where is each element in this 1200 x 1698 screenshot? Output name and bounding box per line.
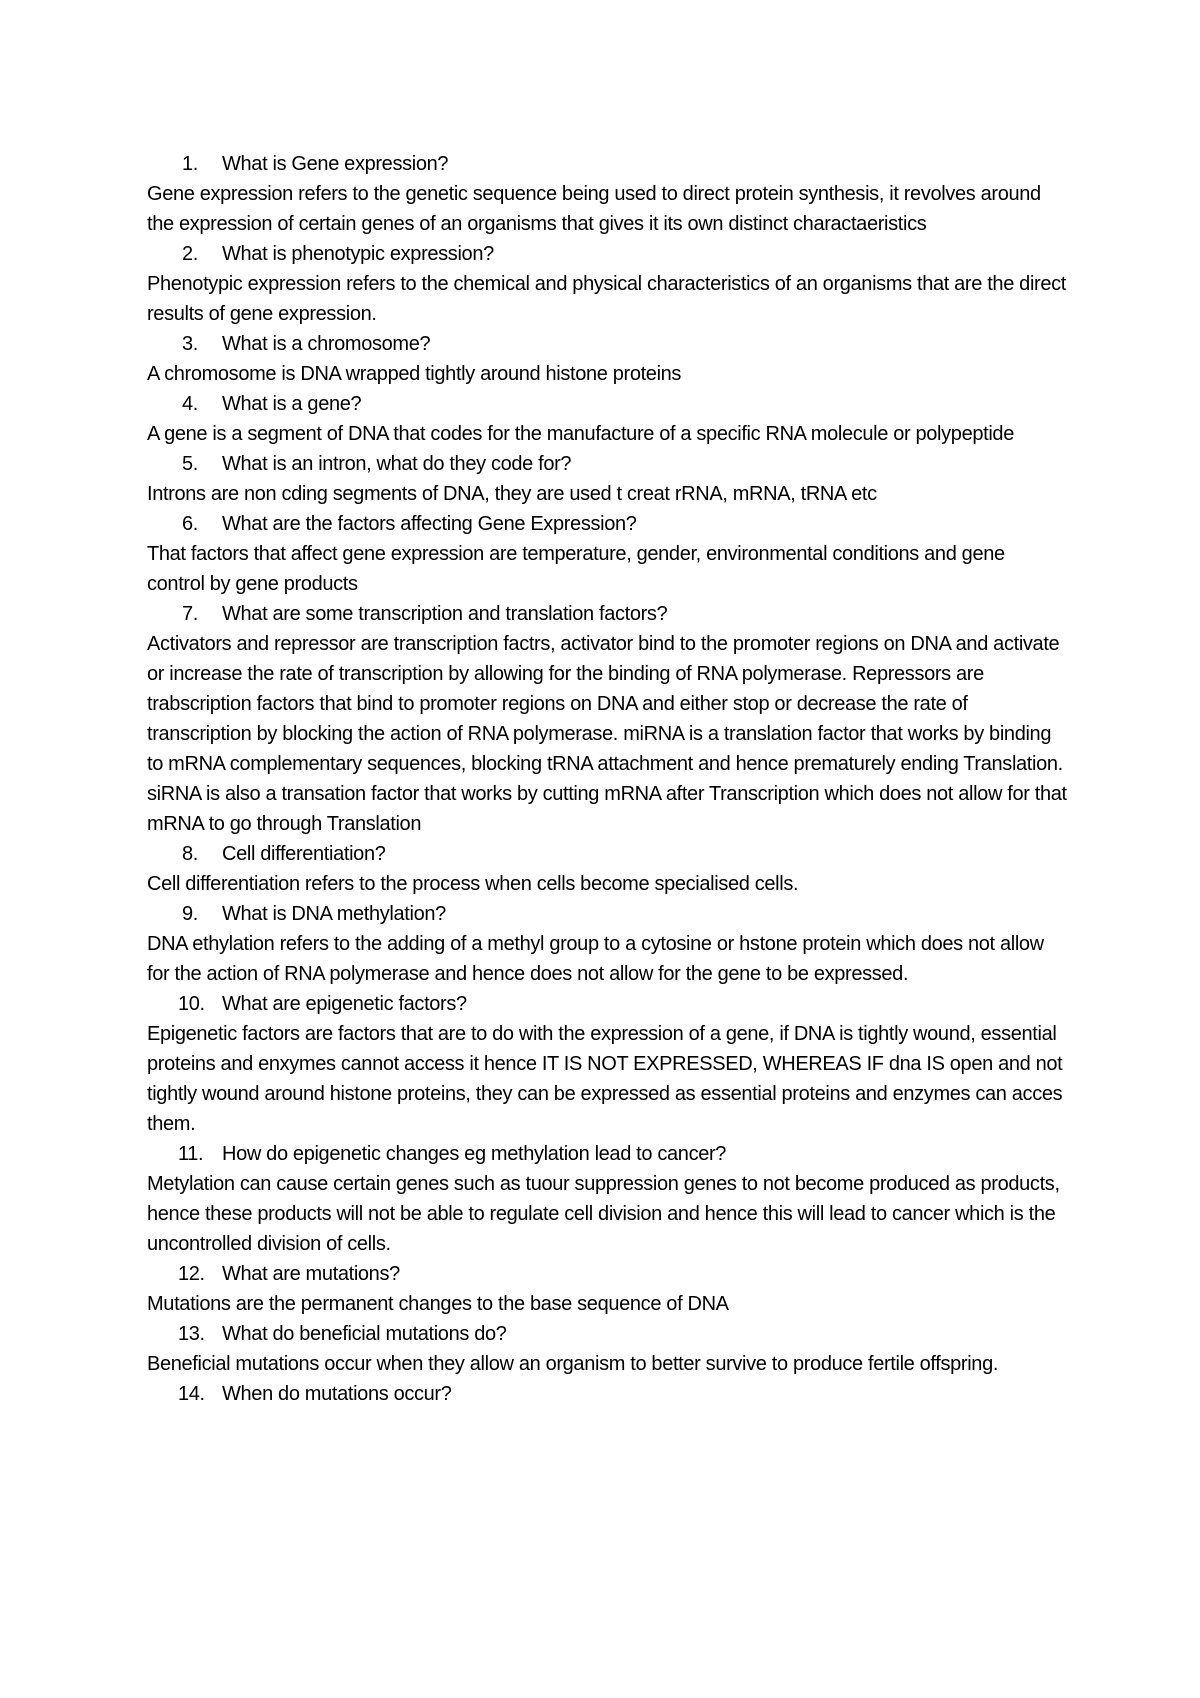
document-content: [147, 149, 1067, 1409]
answer-text: Beneficial mutations occur when they allow an organism to better survive to produce fertile offspring.: [147, 1353, 999, 1375]
question-number: 7.: [182, 603, 198, 625]
answer-text: Metylation can cause certain genes such as tuour suppression genes to not become produced as products, hence these products will not be able to regulate cell division and hence this will lead to cancer which is the uncontrolled division of cells.: [147, 1173, 1060, 1255]
qa-item-14: [147, 1379, 1067, 1409]
question: [147, 1319, 1067, 1349]
question-text: What is phenotypic expression?: [222, 243, 494, 265]
answer-text: Epigenetic factors are factors that are to do with the expression of a gene, if DNA is tightly wound, essential proteins and enxymes cannot access it hence IT IS NOT EXPRESSED, WHEREAS IF dna IS open and not tightly wound around histone proteins, they can be expressed as essential proteins and enzymes can acces them.: [147, 1023, 1063, 1135]
question-number: 9.: [182, 903, 198, 925]
question-number: 5.: [182, 453, 198, 475]
qa-item-10: [147, 989, 1067, 1139]
question: [147, 329, 1067, 359]
qa-item-8: [147, 839, 1067, 899]
question-text: What are mutations?: [222, 1263, 400, 1285]
question: [147, 1259, 1067, 1289]
question-number: 4.: [182, 393, 198, 415]
qa-item-11: [147, 1139, 1067, 1259]
qa-item-12: [147, 1259, 1067, 1319]
question-text: What do beneficial mutations do?: [222, 1323, 507, 1345]
question-text: What is an intron, what do they code for?: [222, 453, 572, 475]
question-text: When do mutations occur?: [222, 1383, 452, 1405]
question-number: 6.: [182, 513, 198, 535]
qa-item-1: [147, 149, 1067, 239]
answer-text: Gene expression refers to the genetic sequence being used to direct protein synthesis, it revolves around the expression of certain genes of an organisms that gives it its own distinct charactaeristics: [147, 183, 1041, 235]
question-number: 3.: [182, 333, 198, 355]
question: [147, 509, 1067, 539]
question-text: What is Gene expression?: [222, 153, 449, 175]
question-number: 1.: [182, 153, 198, 175]
question-text: What are the factors affecting Gene Expression?: [222, 513, 637, 535]
answer-text: Mutations are the permanent changes to the base sequence of DNA: [147, 1293, 729, 1315]
question: [147, 1139, 1067, 1169]
answer-text: A gene is a segment of DNA that codes for the manufacture of a specific RNA molecule or polypeptide: [147, 423, 1014, 445]
question-number: 12.: [178, 1263, 205, 1285]
question-number: 14.: [178, 1383, 205, 1405]
question-text: What are epigenetic factors?: [222, 993, 467, 1015]
qa-item-6: [147, 509, 1067, 599]
question-number: 2.: [182, 243, 198, 265]
question-number: 13.: [178, 1323, 205, 1345]
question-text: What is DNA methylation?: [222, 903, 446, 925]
answer-text: DNA ethylation refers to the adding of a methyl group to a cytosine or hstone protein which does not allow for the action of RNA polymerase and hence does not allow for the gene to be expressed.: [147, 933, 1044, 985]
question: [147, 1379, 1067, 1409]
question: [147, 599, 1067, 629]
question: [147, 149, 1067, 179]
answer-text: That factors that affect gene expression are temperature, gender, environmental conditions and gene control by gene products: [147, 543, 1005, 595]
qa-item-2: [147, 239, 1067, 329]
question-number: 8.: [182, 843, 198, 865]
answer-text: Introns are non cding segments of DNA, they are used t creat rRNA, mRNA, tRNA etc: [147, 483, 877, 505]
question-text: How do epigenetic changes eg methylation lead to cancer?: [222, 1143, 727, 1165]
qa-item-4: [147, 389, 1067, 449]
qa-item-13: [147, 1319, 1067, 1379]
qa-item-3: [147, 329, 1067, 389]
qa-item-5: [147, 449, 1067, 509]
qa-item-9: [147, 899, 1067, 989]
question-text: What are some transcription and translation factors?: [222, 603, 668, 625]
answer-text: Activators and repressor are transcription factrs, activator bind to the promoter regions on DNA and activate or increase the rate of transcription by allowing for the binding of RNA polymerase. Repressors are trabscription factors that bind to promoter regions on DNA and either stop or decrease the rate of transcription by blocking the action of RNA polymerase. miRNA is a translation factor that works by binding to mRNA complementary sequences, blocking tRNA attachment and hence prematurely ending Translation. siRNA is also a transation factor that works by cutting mRNA after Transcription which does not allow for that mRNA to go through Translation: [147, 633, 1067, 835]
question: [147, 899, 1067, 929]
question: [147, 389, 1067, 419]
answer-text: A chromosome is DNA wrapped tightly around histone proteins: [147, 363, 682, 385]
qa-item-7: [147, 599, 1067, 839]
answer-text: Cell differentiation refers to the process when cells become specialised cells.: [147, 873, 799, 895]
question-text: Cell differentiation?: [222, 843, 386, 865]
question-text: What is a chromosome?: [222, 333, 431, 355]
question: [147, 239, 1067, 269]
question-text: What is a gene?: [222, 393, 362, 415]
question: [147, 989, 1067, 1019]
question: [147, 839, 1067, 869]
question-number: 11.: [178, 1143, 204, 1165]
question: [147, 449, 1067, 479]
answer-text: Phenotypic expression refers to the chemical and physical characteristics of an organisms that are the direct results of gene expression.: [147, 273, 1066, 325]
question-number: 10.: [178, 993, 205, 1015]
